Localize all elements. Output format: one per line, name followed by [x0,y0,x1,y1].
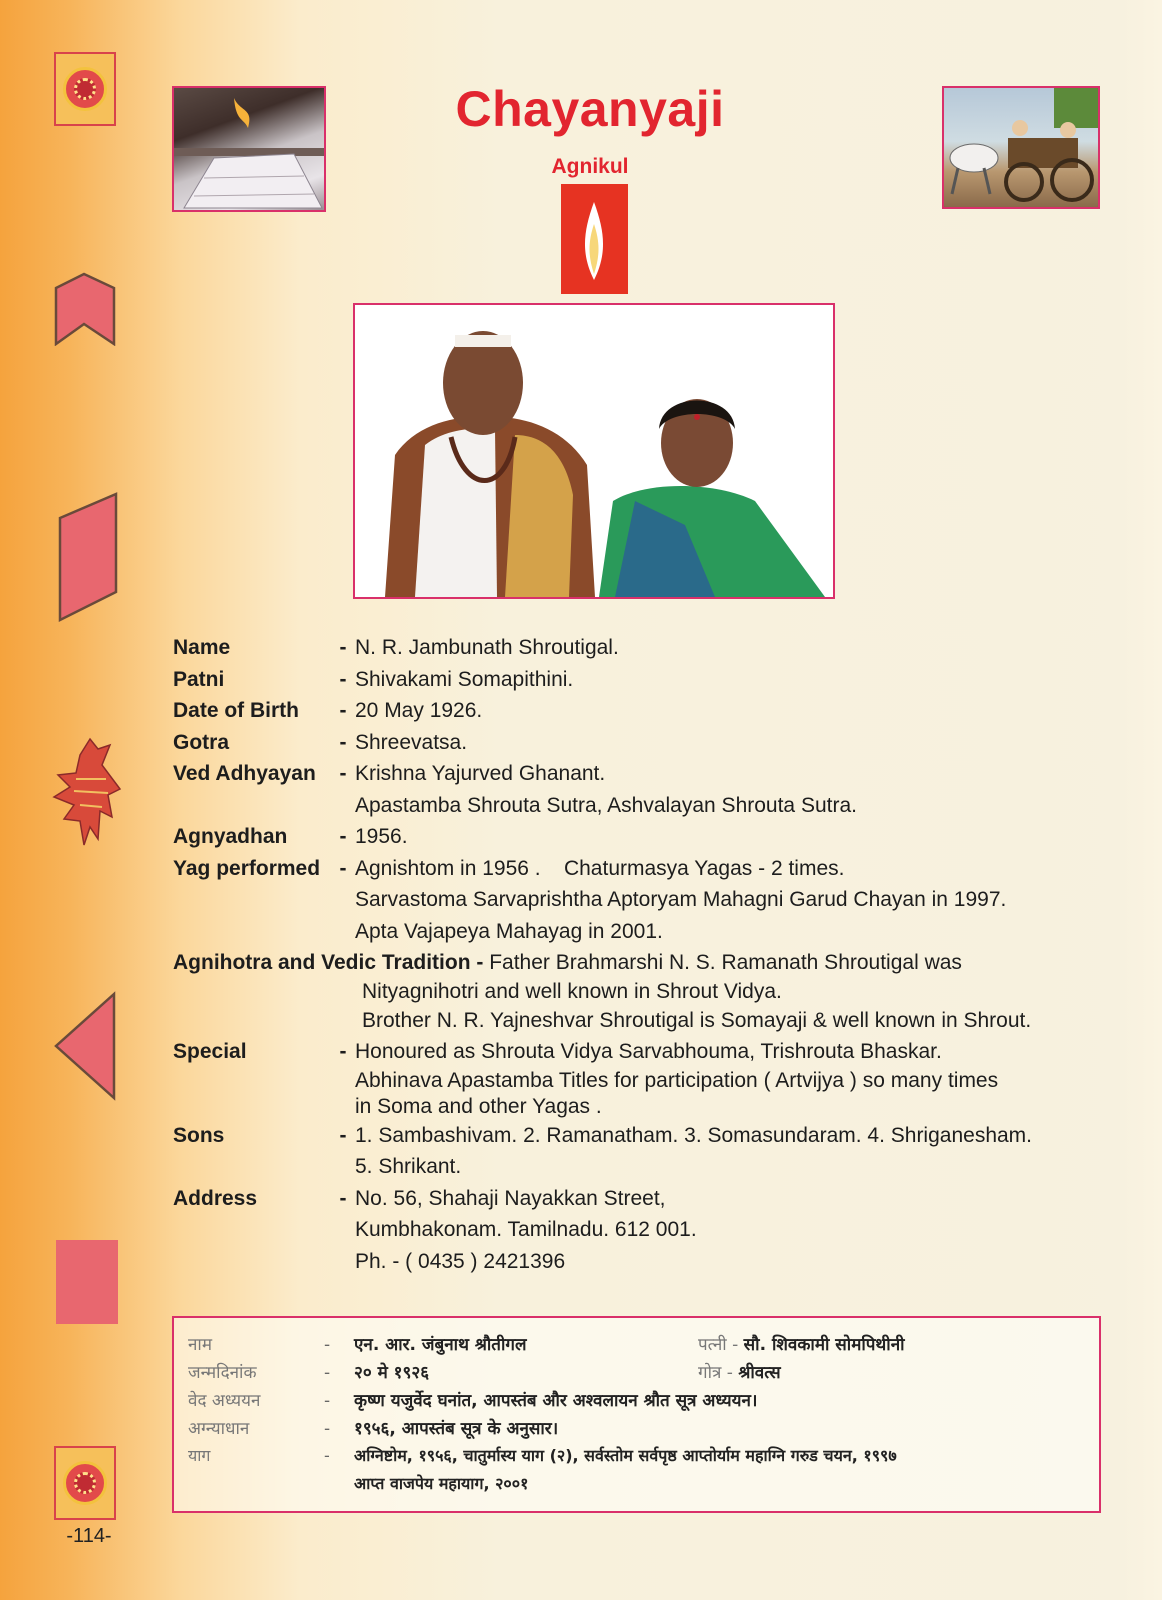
detail-line: Apastamba Shrouta Sutra, Ashvalayan Shrouta Sutra. [355,793,857,817]
hindi-value: १९५६, आपस्तंब सूत्र के अनुसार। [354,1419,559,1439]
hindi-label: याग [188,1446,211,1465]
detail-value: Shivakami Somapithini. [355,667,574,691]
detail-row-ved [173,758,1123,821]
detail-row-gotra [173,727,1123,759]
fire-altar-photo [172,86,326,212]
detail-label: Name [173,636,231,659]
detail-separator: - [339,636,347,659]
hindi-separator: - [324,1335,331,1355]
detail-line: Apta Vajapeya Mahayag in 2001. [355,919,663,943]
lamp-flame-icon [561,184,628,294]
detail-separator: - [339,730,347,754]
detail-label: Gotra [173,730,230,754]
detail-line: Kumbhakonam. Tamilnadu. 612 001. [355,1218,697,1241]
detail-line: 5. Shrikant. [355,1155,462,1178]
detail-row-yag [173,853,1123,948]
detail-separator: - [339,856,347,880]
detail-row-patni [173,664,1123,696]
hindi-row-naam [188,1332,527,1355]
square-altar-icon [56,1240,118,1324]
portrait-photo [353,303,835,599]
detail-row-dob [173,695,1123,727]
detail-line: Brother N. R. Yajneshvar Shroutigal is Somayaji & well known in Shrout. [362,1008,1032,1032]
hindi-row-patni [698,1332,905,1355]
detail-value: 1956. [355,825,408,848]
hindi-value: अग्निष्टोम, १९५६, चातुर्मास्य याग (२), सर्वस्तोम सर्वपृष्ठ आप्तोर्याम महाग्नि गरुड चयन, १९९७ [354,1446,897,1465]
triangle-altar-icon [52,990,120,1102]
detail-separator: - [339,1123,347,1147]
detail-label: Sons [173,1123,225,1147]
couple-portrait-illustration [355,305,833,597]
detail-label: Date of Birth [173,699,299,722]
detail-row-special [173,1036,1123,1120]
hindi-label: नाम [188,1335,213,1355]
detail-line: No. 56, Shahaji Nayakkan Street, [355,1186,666,1210]
hindi-separator: - [324,1363,331,1383]
detail-value: Shreevatsa. [355,730,468,754]
detail-value [355,758,1123,821]
hindi-value: २० मे १९२६ [354,1363,430,1383]
hindi-separator: - [324,1446,330,1465]
detail-label: Patni [173,667,225,691]
hindi-row-ved [188,1388,757,1411]
detail-line: Father Brahmarshi N. S. Ramanath Shroutigal was [489,951,962,974]
detail-separator: - [476,951,484,974]
detail-separator: - [339,1186,347,1210]
page-title: Chayanyaji [455,81,725,137]
hindi-separator: - [324,1391,331,1411]
hindi-separator: - [732,1335,739,1355]
detail-row-tradition [173,947,1123,1036]
hindi-value: कृष्ण यजुर्वेद घनांत, आपस्तंब और अश्वलायन श्रौत सूत्र अध्ययन। [354,1391,758,1411]
hindi-label: वेद अध्ययन [188,1391,261,1411]
hindi-separator: - [324,1419,331,1439]
hindi-summary-box [172,1316,1101,1513]
hindi-label: अग्न्याधान [188,1419,250,1439]
hindi-label: जन्मदिनांक [188,1363,257,1383]
detail-separator: - [339,762,347,785]
hindi-row-gotra [698,1360,781,1383]
hindi-value: आप्त वाजपेय महायाग, २००१ [354,1474,529,1493]
detail-value [355,1120,1123,1183]
hindi-label: गोत्र [698,1363,722,1383]
detail-label: Ved Adhyayan [173,762,316,785]
garuda-bird-icon [50,735,124,851]
hindi-value: सौ. शिवकामी सोमपिथीनी [743,1335,905,1355]
detail-line: Nityagnihotri and well known in Shrout Vidya. [362,979,782,1003]
detail-row-sons [173,1120,1123,1183]
chakra-icon-bottom [54,1446,116,1520]
detail-line: Abhinava Apastamba Titles for participation ( Artvijya ) so many times [355,1068,999,1092]
hindi-row-yaag [188,1444,897,1466]
detail-separator: - [339,825,347,848]
hindi-label: पत्नी [698,1335,727,1355]
detail-label: Special [173,1040,247,1063]
detail-value: 20 May 1926. [355,699,483,722]
detail-line: Ph. - ( 0435 ) 2421396 [355,1249,566,1273]
detail-label: Agnyadhan [173,825,288,848]
fire-altar-illustration [174,88,324,210]
hindi-row-agnyadhan [188,1416,558,1439]
hindi-value: श्रीवत्स [738,1363,781,1383]
detail-separator: - [339,1040,347,1063]
detail-row-name [173,632,1123,664]
detail-line: Honoured as Shrouta Vidya Sarvabhouma, Trishrouta Bhaskar. [355,1040,942,1063]
detail-value: N. R. Jambunath Shroutigal. [355,636,619,659]
detail-line: Sarvastoma Sarvaprishtha Aptoryam Mahagni Garud Chayan in 1997. [355,888,1007,911]
chakra-icon-top [54,52,116,126]
chariot-painting [942,86,1100,209]
detail-row-address [173,1183,1123,1278]
rhombus-altar-icon [56,492,120,624]
page-subtitle: Agnikul [551,155,629,178]
detail-label: Address [173,1186,258,1210]
chariot-illustration [944,88,1098,207]
pentagon-flag-icon [52,272,118,346]
detail-separator: - [339,667,347,691]
detail-row-agnyadhan [173,821,1123,853]
page-edge [1122,0,1162,1600]
detail-line: Krishna Yajurved Ghanant. [355,762,606,785]
detail-label: Yag performed [173,856,321,880]
profile-details [173,632,1123,1277]
detail-value [355,1183,1123,1278]
detail-line: Agnishtom in 1956 . Chaturmasya Yagas - 2 times. [355,856,845,880]
detail-line: in Soma and other Yagas . [355,1094,602,1118]
detail-value [355,853,1123,948]
hindi-row-janm [188,1360,429,1383]
detail-label: Agnihotra and Vedic Tradition [173,951,471,974]
hindi-separator: - [726,1363,733,1383]
hindi-row-yaag-cont [354,1472,528,1494]
hindi-value: एन. आर. जंबुनाथ श्रौतीगल [354,1335,527,1355]
detail-value [355,1036,1123,1120]
page-number: -114- [66,1525,112,1547]
detail-line: 1. Sambashivam. 2. Ramanatham. 3. Somasundaram. 4. Shriganesham. [355,1123,1033,1147]
detail-separator: - [339,699,347,722]
